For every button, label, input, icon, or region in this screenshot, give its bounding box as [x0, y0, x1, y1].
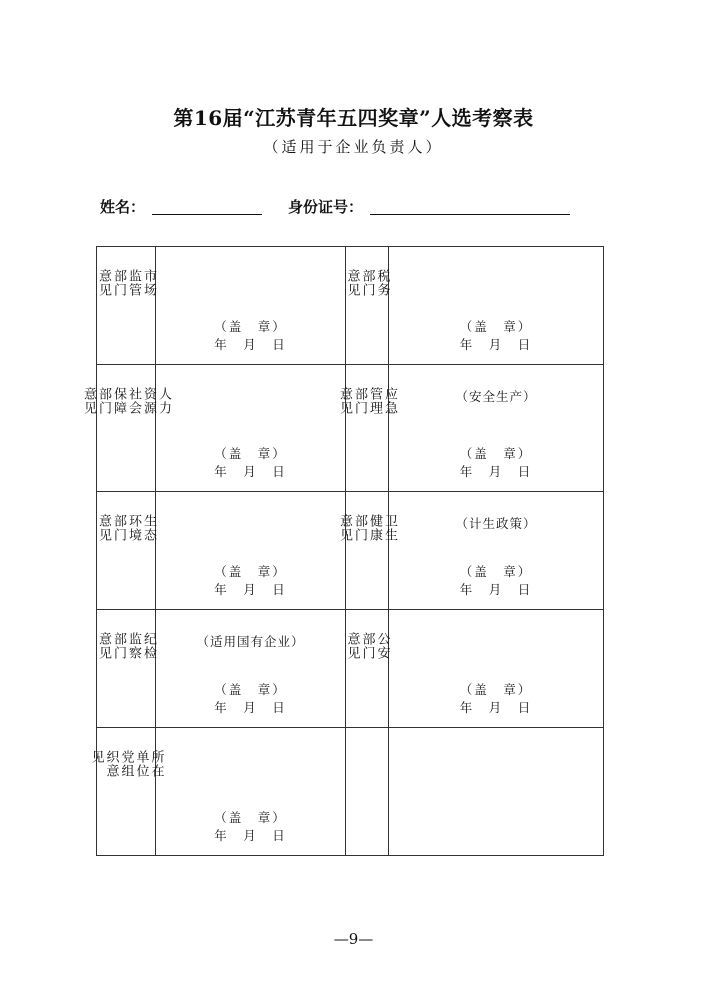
department-label-line: 管理	[367, 387, 382, 415]
right-opinion-cell[interactable]	[389, 610, 604, 728]
department-label-line: 部门	[111, 514, 126, 542]
seal-placeholder: （盖 章）	[214, 810, 287, 825]
right-opinion-cell[interactable]	[389, 365, 604, 492]
department-label-line: 所在	[148, 750, 164, 778]
seal-placeholder: （盖 章）	[214, 682, 287, 697]
department-label-line: 意见	[96, 514, 111, 542]
department-label-line: 单位	[133, 750, 149, 778]
name-field-line[interactable]	[152, 214, 262, 215]
department-label-line: 市场	[141, 269, 156, 297]
left-opinion-cell[interactable]	[156, 492, 346, 610]
department-label-line: 资源	[141, 387, 156, 415]
department-label	[96, 514, 156, 542]
left-department-label-cell	[97, 247, 156, 365]
evaluation-table	[81, 246, 604, 856]
department-label-line: 意见	[96, 269, 111, 297]
left-opinion-cell[interactable]	[156, 247, 346, 365]
seal-placeholder: （盖 章）	[214, 319, 287, 334]
department-label-line: 意见	[344, 269, 360, 297]
department-label-line: 部门	[352, 387, 367, 415]
department-label-line: 环境	[126, 514, 141, 542]
right-department-label-cell	[337, 492, 397, 610]
page-number: —9—	[333, 930, 374, 948]
table-row	[97, 610, 604, 728]
left-department-label-cell	[88, 728, 164, 856]
seal-placeholder: （盖 章）	[459, 446, 533, 461]
department-label	[96, 269, 156, 297]
date-placeholder: 年 月 日	[214, 700, 287, 715]
seal-placeholder: （盖 章）	[459, 564, 533, 579]
department-label-line: 纪检	[141, 632, 156, 660]
right-opinion-cell	[389, 728, 604, 856]
department-label-line: 意见	[337, 514, 352, 542]
department-label-line: 见	[88, 750, 104, 764]
department-label-line: 监察	[126, 632, 141, 660]
applicability-note: （计生政策）	[455, 516, 537, 531]
department-label-line: 意见	[81, 387, 96, 415]
department-label-line: 生态	[141, 514, 156, 542]
department-label-line: 保障	[111, 387, 126, 415]
department-label-line: 公安	[374, 632, 390, 660]
department-label-line: 社会	[126, 387, 141, 415]
date-placeholder: 年 月 日	[459, 337, 533, 352]
left-opinion-cell[interactable]	[156, 365, 346, 492]
department-label-line: 部门	[352, 514, 367, 542]
seal-placeholder: （盖 章）	[459, 682, 533, 697]
seal-placeholder: （盖 章）	[214, 446, 287, 461]
date-placeholder: 年 月 日	[214, 828, 287, 843]
right-department-label-cell	[346, 247, 389, 365]
department-label-line: 监管	[126, 269, 141, 297]
right-opinion-cell[interactable]	[389, 492, 604, 610]
table-row	[97, 247, 604, 365]
date-placeholder: 年 月 日	[214, 582, 287, 597]
department-label	[345, 632, 390, 660]
department-label-line: 税务	[374, 269, 390, 297]
date-placeholder: 年 月 日	[459, 582, 533, 597]
department-label-line: 部门	[111, 269, 126, 297]
table-row	[97, 728, 604, 856]
department-label	[96, 632, 156, 660]
department-label	[89, 750, 164, 778]
department-label-line: 织意	[103, 750, 119, 778]
department-label-line: 人力	[156, 387, 171, 415]
seal-placeholder: （盖 章）	[214, 564, 287, 579]
seal-placeholder: （盖 章）	[459, 319, 533, 334]
department-label-line: 部门	[359, 269, 375, 297]
right-opinion-cell[interactable]	[389, 247, 604, 365]
department-label-line: 意见	[337, 387, 352, 415]
department-label-line: 健康	[367, 514, 382, 542]
left-opinion-cell[interactable]	[156, 728, 346, 856]
department-label	[345, 269, 390, 297]
document-subtitle: （适用于企业负责人）	[263, 138, 444, 156]
date-placeholder: 年 月 日	[459, 464, 533, 479]
right-department-label-cell	[346, 610, 389, 728]
table-row	[97, 365, 604, 492]
name-label: 姓名：	[100, 198, 146, 216]
right-department-label-cell	[346, 728, 389, 856]
date-placeholder: 年 月 日	[214, 337, 287, 352]
id-number-field-line[interactable]	[370, 214, 570, 215]
department-label-line: 意见	[96, 632, 111, 660]
table-row	[97, 492, 604, 610]
date-placeholder: 年 月 日	[214, 464, 287, 479]
left-department-label-cell	[97, 610, 156, 728]
department-label-line: 部门	[359, 632, 375, 660]
document-title: 第16届“江苏青年五四奖章”人选考察表	[173, 106, 534, 130]
left-department-label-cell	[81, 365, 171, 492]
date-placeholder: 年 月 日	[459, 700, 533, 715]
department-label-line: 意见	[344, 632, 360, 660]
department-label-line: 卫生	[382, 514, 397, 542]
id-number-label: 身份证号：	[288, 198, 364, 216]
applicability-note: （适用国有企业）	[196, 634, 305, 649]
applicability-note: （安全生产）	[455, 389, 537, 404]
left-opinion-cell[interactable]	[156, 610, 346, 728]
department-label-line: 部门	[96, 387, 111, 415]
department-label-line: 应急	[382, 387, 397, 415]
left-department-label-cell	[97, 492, 156, 610]
right-department-label-cell	[337, 365, 397, 492]
department-label-line: 部门	[111, 632, 126, 660]
department-label-line: 党组	[118, 750, 134, 778]
